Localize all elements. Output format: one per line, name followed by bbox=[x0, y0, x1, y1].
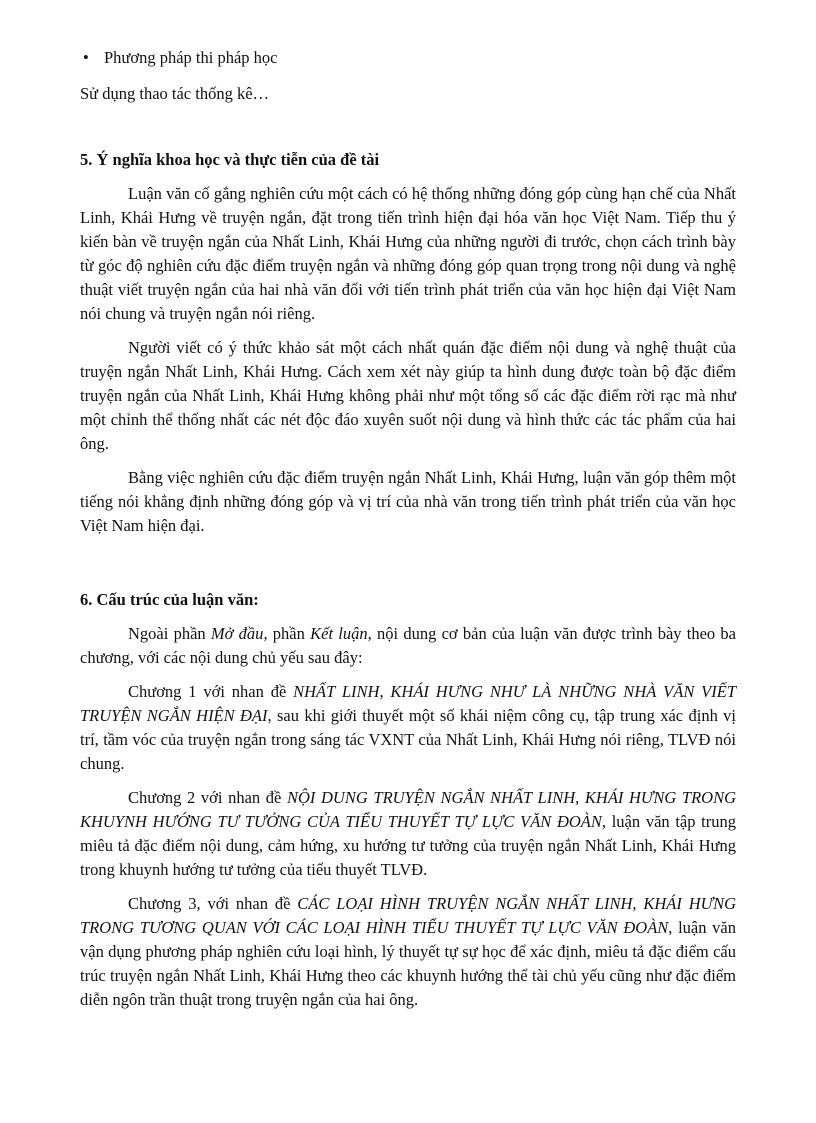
statistics-line: Sử dụng thao tác thống kê… bbox=[80, 84, 270, 103]
chapter-1-paragraph bbox=[80, 680, 736, 776]
bullet-item bbox=[80, 46, 736, 70]
intro-text-a: Ngoài phần bbox=[128, 624, 211, 643]
section-5-paragraph-2: Người viết có ý thức khảo sát một cách nhất quán đặc điểm nội dung và nghệ thuật của truyện ngắn Nhất Linh, Khái Hưng. Cách xem xét này giúp ta hình dung được toàn bộ đặc điểm truyện ngắn của Nhất Linh, Khái Hưng không phải như một tổng số các đặc điểm rời rạc mà như một chỉnh thể thống nhất các nét độc đáo xuyên suốt nội dung và hình thức các tác phẩm của hai ông. bbox=[80, 338, 736, 453]
chapter-2-pre: Chương 2 với nhan đề bbox=[128, 788, 287, 807]
bullet-text: Phương pháp thi pháp học bbox=[104, 48, 278, 67]
chapter-2-paragraph bbox=[80, 786, 736, 882]
chapter-3-post: , luận văn vận dụng phương pháp nghiên cứu loại hình, lý thuyết tự sự học để xác định, miêu tả đặc điểm cấu trúc truyện ngắn Nhất Linh, Khái Hưng theo các khuynh hướng thể tài chủ yếu cũng như đặc điểm diễn ngôn trần thuật trong truyện ngắn của hai ông. bbox=[80, 918, 736, 1009]
intro-text-c: , phần bbox=[263, 624, 311, 643]
chapter-3-paragraph bbox=[80, 892, 736, 1012]
section-5-paragraph-1: Luận văn cố gắng nghiên cứu một cách có hệ thống những đóng góp cùng hạn chế của Nhất Linh, Khái Hưng về truyện ngắn, đặt trong tiến trình hiện đại hóa văn học Việt Nam. Tiếp thu ý kiến bàn về truyện ngắn của Nhất Linh, Khái Hưng của những người đi trước, chọn cách trình bày từ góc độ nghiên cứu đặc điểm truyện ngắn và những đóng góp quan trọng trong nội dung và nghệ thuật viết truyện ngắn của hai nhà văn đối với tiến trình phát triển của văn học hiện đại Việt Nam nói chung và truyện ngắn nói riêng. bbox=[80, 184, 736, 323]
chapter-1-title: NHẤT LINH, KHÁI HƯNG NHƯ LÀ NHỮNG NHÀ VĂN VIẾT TRUYỆN NGẮN HIỆN ĐẠI bbox=[80, 682, 736, 725]
intro-ket-luan: Kết luận bbox=[310, 624, 368, 643]
bullet-dot-icon: • bbox=[83, 48, 89, 67]
chapter-2-title: NỘI DUNG TRUYỆN NGẮN NHẤT LINH, KHÁI HƯNG TRONG KHUYNH HƯỚNG TƯ TƯỞNG CỦA TIỂU THUYẾT TỰ LỰC VĂN ĐOÀN bbox=[80, 788, 736, 831]
document-page bbox=[80, 38, 736, 1012]
chapter-3-pre: Chương 3, với nhan đề bbox=[128, 894, 298, 913]
chapter-1-post: , sau khi giới thuyết một số khái niệm công cụ, tập trung xác định vị trí, tầm vóc của truyện ngắn trong sáng tác VXNT của Nhất Linh, Khái Hưng nói riêng, TLVĐ nói chung. bbox=[80, 706, 737, 773]
intro-text-e: , nội dung cơ bản của luận văn được trình bày theo ba chương, với các nội dung chủ yếu sau đây: bbox=[80, 624, 736, 667]
section-6-intro bbox=[80, 622, 736, 670]
intro-mo-dau: Mở đầu bbox=[210, 624, 264, 643]
section-5-paragraph-3: Bằng việc nghiên cứu đặc điểm truyện ngắn Nhất Linh, Khái Hưng, luận văn góp thêm một tiếng nói khẳng định những đóng góp và vị trí của nhà văn trong tiến trình phát triển của văn học Việt Nam hiện đại. bbox=[80, 468, 736, 535]
chapter-2-post: , luận văn tập trung miêu tả đặc điểm nội dung, cảm hứng, xu hướng tư tưởng của truyện ngắn Nhất Linh, Khái Hưng trong khuynh hướng tư tưởng của tiểu thuyết TLVĐ. bbox=[80, 812, 736, 879]
section-5-heading: 5. Ý nghĩa khoa học và thực tiễn của đề tài bbox=[80, 150, 380, 169]
section-6-heading: 6. Cấu trúc của luận văn: bbox=[80, 590, 259, 609]
chapter-3-title: CÁC LOẠI HÌNH TRUYỆN NGẮN NHẤT LINH, KHÁI HƯNG TRONG TƯƠNG QUAN VỚI CÁC LOẠI HÌNH TIỂU THUYẾT TỰ LỰC VĂN ĐOÀN bbox=[80, 894, 736, 937]
chapter-1-pre: Chương 1 với nhan đề bbox=[128, 682, 294, 701]
